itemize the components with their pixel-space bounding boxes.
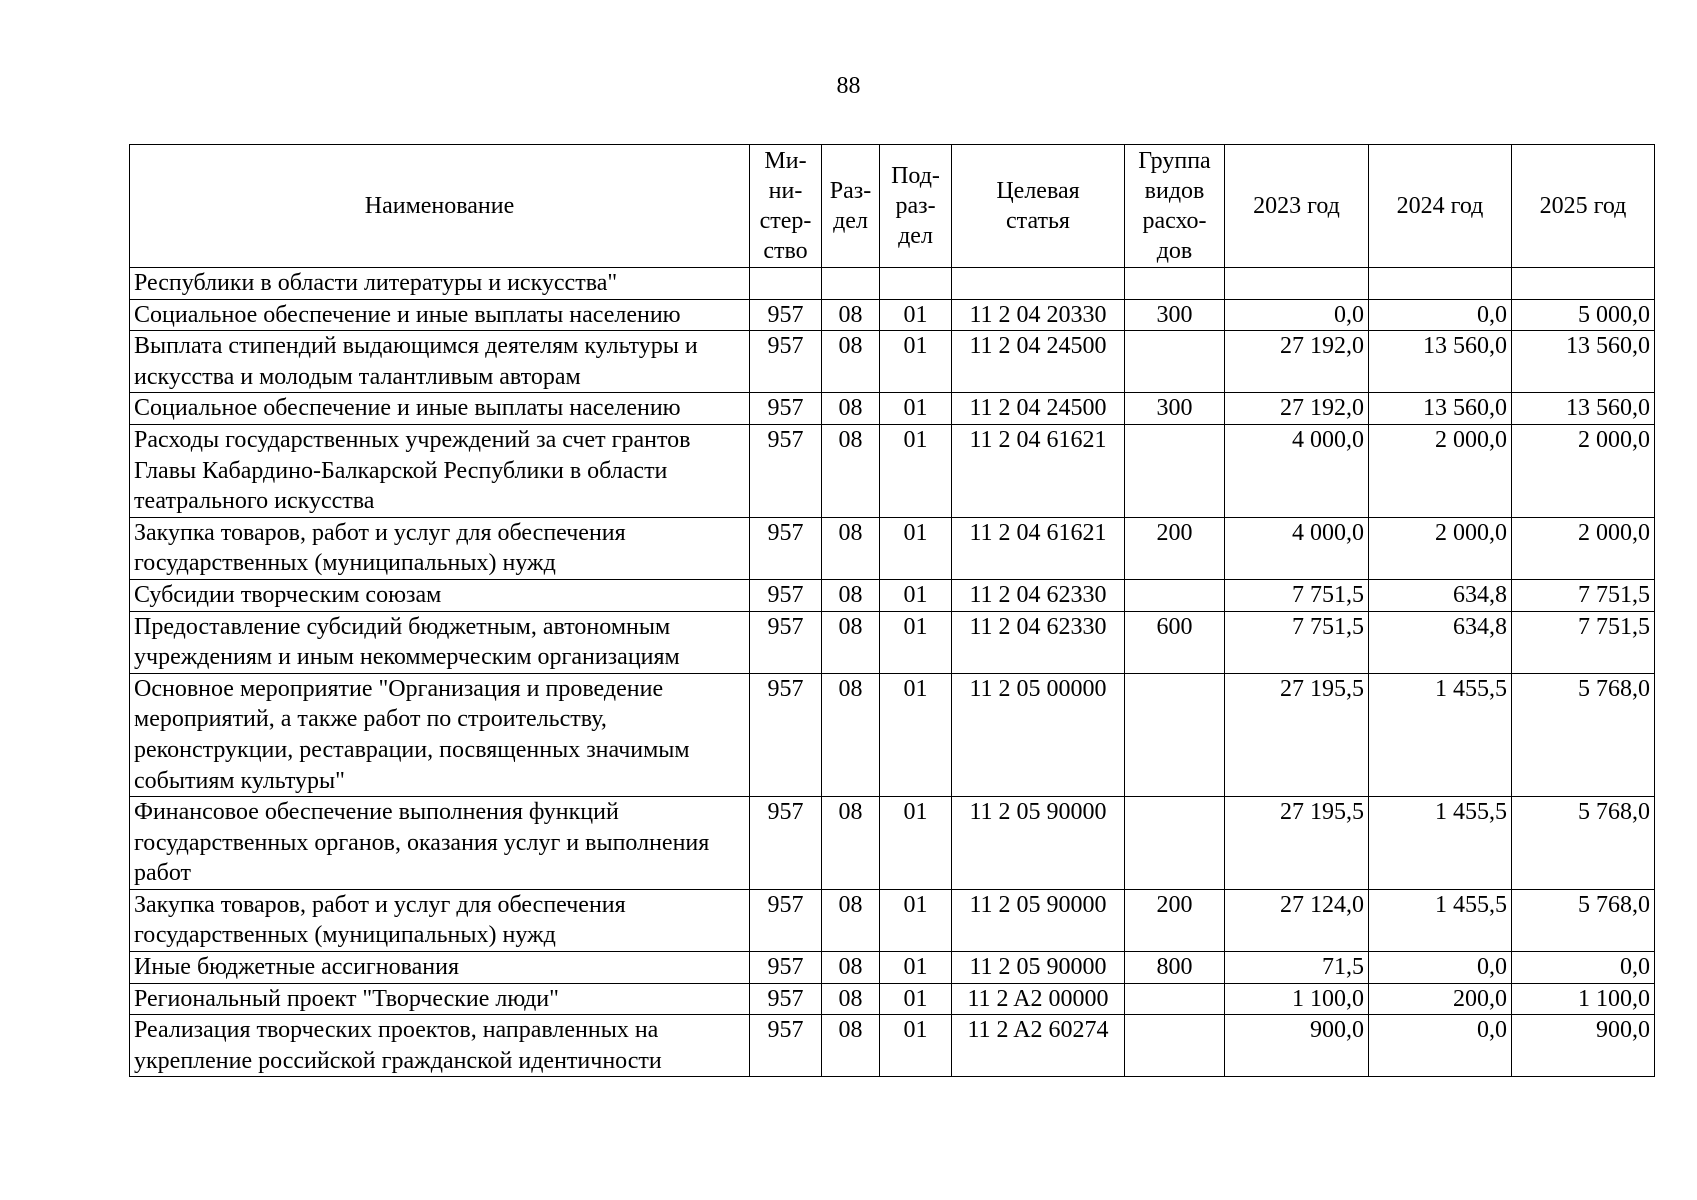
row-target-cell: 11 2 05 90000 xyxy=(952,797,1125,890)
row-2025-cell xyxy=(1512,268,1655,300)
row-section-cell: 08 xyxy=(822,579,880,611)
row-name-cell: Реализация творческих проектов, направленных на укрепление российской гражданской идентичности xyxy=(130,1015,750,1077)
header-expense-group-line: Группа xyxy=(1138,148,1211,174)
row-ministry-cell: 957 xyxy=(750,393,822,425)
header-section xyxy=(822,145,880,268)
row-2023-cell: 27 195,5 xyxy=(1225,673,1369,796)
header-section-line: Раз- xyxy=(829,178,872,204)
header-ministry xyxy=(750,145,822,268)
row-name-cell: Выплата стипендий выдающимся деятелям культуры и искусства и молодым талантливым авторам xyxy=(130,331,750,393)
row-group-cell: 600 xyxy=(1125,611,1225,673)
row-2025-cell: 0,0 xyxy=(1512,952,1655,984)
row-subsection-cell: 01 xyxy=(880,611,952,673)
row-2023-cell: 27 195,5 xyxy=(1225,797,1369,890)
header-expense-group xyxy=(1125,145,1225,268)
row-target-cell: 11 2 04 61621 xyxy=(952,424,1125,517)
row-group-cell xyxy=(1125,424,1225,517)
row-section-cell: 08 xyxy=(822,517,880,579)
row-2025-cell: 5 768,0 xyxy=(1512,673,1655,796)
row-subsection-cell: 01 xyxy=(880,673,952,796)
row-name-cell: Региональный проект "Творческие люди" xyxy=(130,983,750,1015)
table-row xyxy=(130,393,1655,425)
row-section-cell: 08 xyxy=(822,797,880,890)
row-ministry-cell: 957 xyxy=(750,797,822,890)
header-ministry-line: Ми- xyxy=(764,148,807,174)
row-ministry-cell: 957 xyxy=(750,1015,822,1077)
row-2024-cell: 200,0 xyxy=(1369,983,1512,1015)
row-2023-cell: 27 192,0 xyxy=(1225,393,1369,425)
row-name-cell: Закупка товаров, работ и услуг для обеспечения государственных (муниципальных) нужд xyxy=(130,889,750,951)
row-2025-cell: 7 751,5 xyxy=(1512,611,1655,673)
row-subsection-cell: 01 xyxy=(880,517,952,579)
row-group-cell: 200 xyxy=(1125,889,1225,951)
row-ministry-cell: 957 xyxy=(750,889,822,951)
row-2025-cell: 13 560,0 xyxy=(1512,331,1655,393)
row-name-cell: Субсидии творческим союзам xyxy=(130,579,750,611)
row-2023-cell: 27 192,0 xyxy=(1225,331,1369,393)
row-group-cell: 800 xyxy=(1125,952,1225,984)
row-target-cell: 11 2 04 61621 xyxy=(952,517,1125,579)
table-row xyxy=(130,331,1655,393)
table-row xyxy=(130,889,1655,951)
row-name-cell: Социальное обеспечение и иные выплаты населению xyxy=(130,393,750,425)
table-row xyxy=(130,424,1655,517)
row-2025-cell: 13 560,0 xyxy=(1512,393,1655,425)
row-2024-cell: 634,8 xyxy=(1369,579,1512,611)
header-expense-group-line: расхо- xyxy=(1142,208,1207,234)
row-section-cell: 08 xyxy=(822,1015,880,1077)
row-2024-cell xyxy=(1369,268,1512,300)
table-row xyxy=(130,797,1655,890)
table-body xyxy=(130,268,1655,1077)
row-2023-cell: 7 751,5 xyxy=(1225,579,1369,611)
table-row xyxy=(130,983,1655,1015)
row-name-cell: Предоставление субсидий бюджетным, автономным учреждениям и иным некоммерческим организациям xyxy=(130,611,750,673)
row-subsection-cell: 01 xyxy=(880,393,952,425)
row-2024-cell: 13 560,0 xyxy=(1369,393,1512,425)
header-section-line: дел xyxy=(833,208,868,234)
row-section-cell: 08 xyxy=(822,673,880,796)
header-target-line: Целевая xyxy=(996,178,1080,204)
row-group-cell xyxy=(1125,1015,1225,1077)
row-section-cell: 08 xyxy=(822,299,880,331)
row-subsection-cell: 01 xyxy=(880,952,952,984)
row-2023-cell: 1 100,0 xyxy=(1225,983,1369,1015)
row-section-cell: 08 xyxy=(822,611,880,673)
row-2025-cell: 5 768,0 xyxy=(1512,889,1655,951)
row-2023-cell: 71,5 xyxy=(1225,952,1369,984)
row-target-cell: 11 2 04 62330 xyxy=(952,579,1125,611)
row-subsection-cell: 01 xyxy=(880,983,952,1015)
row-2024-cell: 1 455,5 xyxy=(1369,673,1512,796)
table-row xyxy=(130,517,1655,579)
header-ministry-line: стер- xyxy=(759,208,812,234)
row-2025-cell: 1 100,0 xyxy=(1512,983,1655,1015)
header-name: Наименование xyxy=(130,145,750,268)
row-section-cell: 08 xyxy=(822,331,880,393)
table-row xyxy=(130,952,1655,984)
header-expense-group-line: дов xyxy=(1156,238,1193,264)
row-subsection-cell xyxy=(880,268,952,300)
row-group-cell xyxy=(1125,797,1225,890)
row-2025-cell: 2 000,0 xyxy=(1512,424,1655,517)
row-ministry-cell: 957 xyxy=(750,331,822,393)
row-group-cell xyxy=(1125,579,1225,611)
row-2024-cell: 13 560,0 xyxy=(1369,331,1512,393)
row-2023-cell: 900,0 xyxy=(1225,1015,1369,1077)
table-row xyxy=(130,1015,1655,1077)
row-2024-cell: 2 000,0 xyxy=(1369,424,1512,517)
row-name-cell: Иные бюджетные ассигнования xyxy=(130,952,750,984)
header-target xyxy=(952,145,1125,268)
header-subsection-line: Под- xyxy=(891,163,940,189)
row-name-cell: Социальное обеспечение и иные выплаты населению xyxy=(130,299,750,331)
table-row xyxy=(130,268,1655,300)
row-group-cell xyxy=(1125,983,1225,1015)
header-subsection-line: дел xyxy=(898,223,933,249)
row-section-cell: 08 xyxy=(822,889,880,951)
row-target-cell: 11 2 04 24500 xyxy=(952,331,1125,393)
page-number: 88 xyxy=(836,73,861,99)
budget-table xyxy=(129,144,1655,1077)
row-section-cell: 08 xyxy=(822,983,880,1015)
row-ministry-cell: 957 xyxy=(750,517,822,579)
row-2023-cell: 4 000,0 xyxy=(1225,424,1369,517)
row-2023-cell: 4 000,0 xyxy=(1225,517,1369,579)
table-row xyxy=(130,673,1655,796)
row-target-cell: 11 2 A2 60274 xyxy=(952,1015,1125,1077)
row-group-cell xyxy=(1125,673,1225,796)
row-target-cell: 11 2 A2 00000 xyxy=(952,983,1125,1015)
header-ministry-line: ни- xyxy=(768,178,803,204)
table-header xyxy=(130,145,1655,268)
row-ministry-cell: 957 xyxy=(750,611,822,673)
row-subsection-cell: 01 xyxy=(880,889,952,951)
row-ministry-cell: 957 xyxy=(750,673,822,796)
table-row xyxy=(130,611,1655,673)
row-2025-cell: 5 000,0 xyxy=(1512,299,1655,331)
row-group-cell: 300 xyxy=(1125,299,1225,331)
row-ministry-cell: 957 xyxy=(750,424,822,517)
header-subsection xyxy=(880,145,952,268)
row-name-cell: Республики в области литературы и искусства" xyxy=(130,268,750,300)
row-section-cell: 08 xyxy=(822,393,880,425)
row-ministry-cell: 957 xyxy=(750,983,822,1015)
table-row xyxy=(130,579,1655,611)
row-group-cell xyxy=(1125,331,1225,393)
row-2024-cell: 0,0 xyxy=(1369,299,1512,331)
row-2023-cell: 0,0 xyxy=(1225,299,1369,331)
row-target-cell: 11 2 05 90000 xyxy=(952,952,1125,984)
row-name-cell: Основное мероприятие "Организация и проведение мероприятий, а также работ по строительству, реконструкции, реставрации, посвященных значимым событиям культуры" xyxy=(130,673,750,796)
row-target-cell: 11 2 05 90000 xyxy=(952,889,1125,951)
row-group-cell: 300 xyxy=(1125,393,1225,425)
row-ministry-cell: 957 xyxy=(750,299,822,331)
row-section-cell: 08 xyxy=(822,424,880,517)
row-ministry-cell xyxy=(750,268,822,300)
row-2024-cell: 2 000,0 xyxy=(1369,517,1512,579)
row-2024-cell: 1 455,5 xyxy=(1369,797,1512,890)
row-2024-cell: 1 455,5 xyxy=(1369,889,1512,951)
row-2025-cell: 900,0 xyxy=(1512,1015,1655,1077)
row-name-cell: Финансовое обеспечение выполнения функций государственных органов, оказания услуг и выполнения работ xyxy=(130,797,750,890)
row-2025-cell: 5 768,0 xyxy=(1512,797,1655,890)
row-subsection-cell: 01 xyxy=(880,1015,952,1077)
row-section-cell xyxy=(822,268,880,300)
row-name-cell: Закупка товаров, работ и услуг для обеспечения государственных (муниципальных) нужд xyxy=(130,517,750,579)
row-subsection-cell: 01 xyxy=(880,797,952,890)
header-expense-group-line: видов xyxy=(1144,178,1205,204)
row-target-cell: 11 2 05 00000 xyxy=(952,673,1125,796)
row-2025-cell: 7 751,5 xyxy=(1512,579,1655,611)
header-2025: 2025 год xyxy=(1512,145,1655,268)
row-target-cell: 11 2 04 62330 xyxy=(952,611,1125,673)
header-2024: 2024 год xyxy=(1369,145,1512,268)
row-target-cell xyxy=(952,268,1125,300)
row-target-cell: 11 2 04 20330 xyxy=(952,299,1125,331)
row-2023-cell xyxy=(1225,268,1369,300)
row-subsection-cell: 01 xyxy=(880,299,952,331)
row-section-cell: 08 xyxy=(822,952,880,984)
row-2025-cell: 2 000,0 xyxy=(1512,517,1655,579)
row-name-cell: Расходы государственных учреждений за счет грантов Главы Кабардино-Балкарской Республики в области театрального искусства xyxy=(130,424,750,517)
row-2024-cell: 634,8 xyxy=(1369,611,1512,673)
row-group-cell xyxy=(1125,268,1225,300)
row-ministry-cell: 957 xyxy=(750,952,822,984)
header-ministry-line: ство xyxy=(763,238,808,264)
row-subsection-cell: 01 xyxy=(880,424,952,517)
row-2023-cell: 7 751,5 xyxy=(1225,611,1369,673)
row-ministry-cell: 957 xyxy=(750,579,822,611)
row-subsection-cell: 01 xyxy=(880,579,952,611)
header-2023: 2023 год xyxy=(1225,145,1369,268)
header-target-line: статья xyxy=(1006,208,1070,234)
header-subsection-line: раз- xyxy=(895,193,936,219)
row-2023-cell: 27 124,0 xyxy=(1225,889,1369,951)
row-subsection-cell: 01 xyxy=(880,331,952,393)
row-group-cell: 200 xyxy=(1125,517,1225,579)
table-row xyxy=(130,299,1655,331)
row-2024-cell: 0,0 xyxy=(1369,952,1512,984)
row-target-cell: 11 2 04 24500 xyxy=(952,393,1125,425)
header-row xyxy=(130,145,1655,268)
row-2024-cell: 0,0 xyxy=(1369,1015,1512,1077)
